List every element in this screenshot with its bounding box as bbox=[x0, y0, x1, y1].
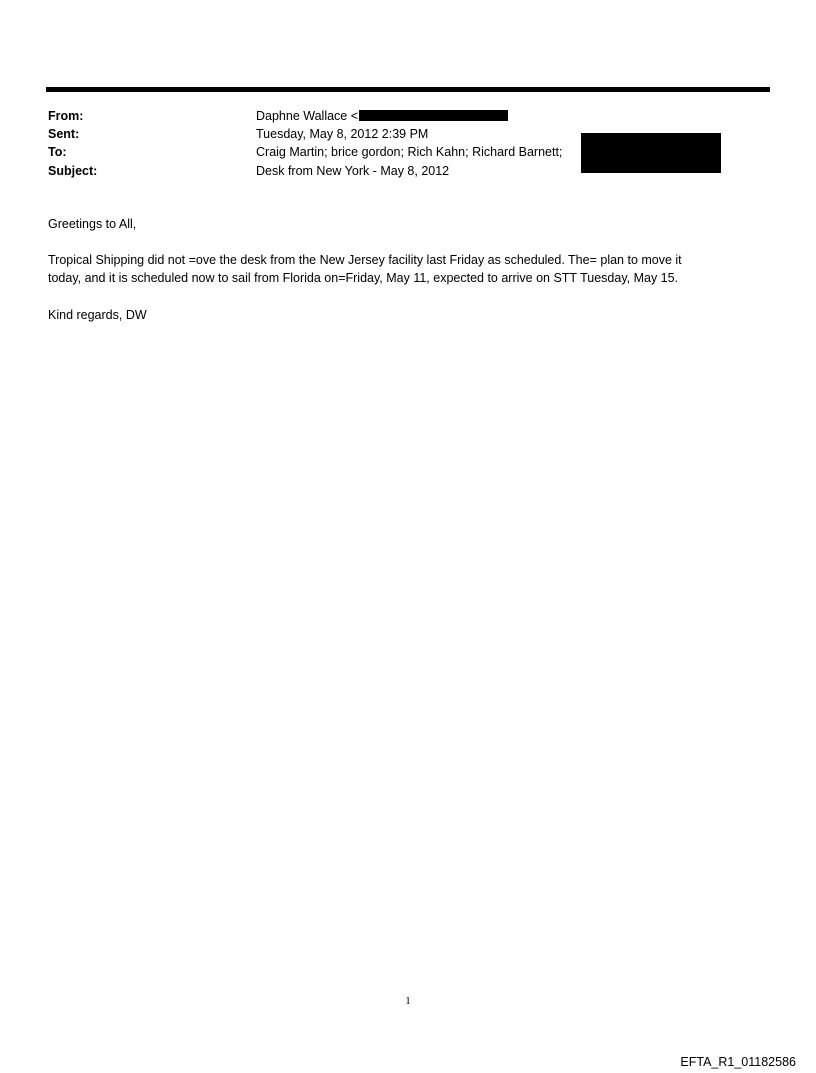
sent-value: Tuesday, May 8, 2012 2:39 PM bbox=[256, 127, 429, 141]
sender-name: Daphne Wallace < bbox=[256, 109, 359, 123]
sent-label: Sent: bbox=[48, 127, 80, 141]
page-number: 1 bbox=[405, 995, 411, 1007]
redacted-recipients-block bbox=[581, 133, 721, 173]
to-label: To: bbox=[48, 145, 67, 159]
email-paragraph-line-1: Tropical Shipping did not =ove the desk from the New Jersey facility last Friday as scheduled. The= plan to move it bbox=[48, 253, 682, 267]
from-label: From: bbox=[48, 109, 84, 123]
subject-value: Desk from New York - May 8, 2012 bbox=[256, 164, 450, 178]
to-value: Craig Martin; brice gordon; Rich Kahn; Richard Barnett; bbox=[256, 145, 563, 159]
from-value bbox=[256, 107, 508, 125]
email-greeting: Greetings to All, bbox=[48, 217, 137, 231]
redacted-email-block bbox=[359, 110, 508, 121]
email-paragraph-line-2: today, and it is scheduled now to sail from Florida on=Friday, May 11, expected to arrive on STT Tuesday, May 15. bbox=[48, 271, 679, 285]
subject-label: Subject: bbox=[48, 164, 98, 178]
document-id: EFTA_R1_01182586 bbox=[680, 1055, 796, 1069]
header-divider bbox=[46, 87, 770, 92]
email-closing: Kind regards, DW bbox=[48, 308, 147, 322]
